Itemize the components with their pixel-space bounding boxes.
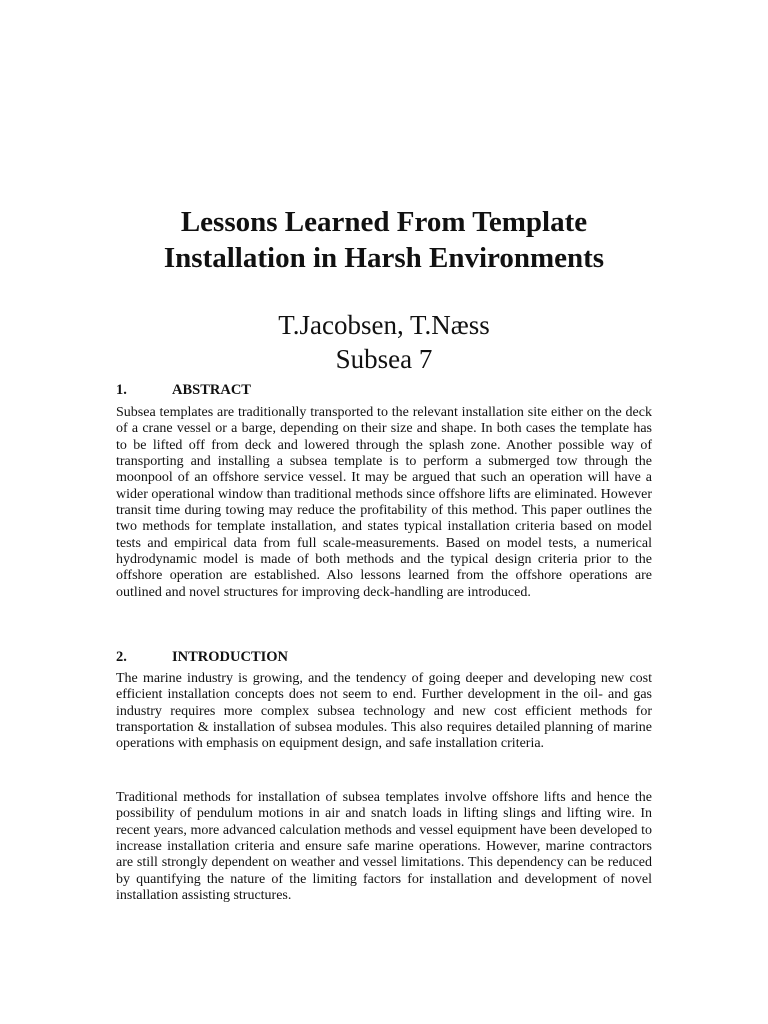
author-block [116,308,652,376]
abstract-paragraph: Subsea templates are traditionally transported to the relevant installation site either on the deck of a crane vessel or a barge, depending on their size and shape. In both cases the template has to be lifted off from deck and lowered through the splash zone. Another possible way of transporting and installing a subsea template is to perform a submerged tow through the moonpool of an offshore service vessel. It may be argued that such an operation will have a wider operational window than traditional methods since offshore lifts are eliminated. However transit time during towing may reduce the profitability of this method. This paper outlines the two methods for template installation, and states typical installation criteria based on model tests and empirical data from full scale-measurements. Based on model tests, a numerical hydrodynamic model is made of both methods and the typical design criteria prior to the offshore operation are established. Also lessons learned from the offshore operations are outlined and novel structures for improving deck-handling are introduced. [116,405,652,600]
title-line-2: Installation in Harsh Environments [163,242,605,274]
section-title: INTRODUCTION [172,649,289,665]
author-affiliation: Subsea 7 [335,344,433,374]
section-heading-abstract [116,381,652,399]
document-title [116,204,652,276]
author-names: T.Jacobsen, T.Næss [278,310,490,340]
section-title: ABSTRACT [172,382,251,398]
section-number: 2. [116,649,127,665]
introduction-paragraph-2: Traditional methods for installation of subsea templates involve offshore lifts and hence the possibility of pendulum motions in air and snatch loads in lifting slings and lifting wire. In recent years, more advanced calculation methods and vessel equipment have been developed to increase installation criteria and ensure safe marine operations. However, marine contractors are still strongly dependent on weather and vessel limitations. This dependency can be reduced by quantifying the nature of the limiting factors for installation and development of novel installation assisting structures. [116,790,652,904]
section-heading-introduction [116,648,652,666]
introduction-paragraph-1: The marine industry is growing, and the tendency of going deeper and developing new cost efficient installation concepts does not seem to end. Further development in the oil- and gas industry requires more complex subsea technology and new cost efficient methods for transportation & installation of subsea modules. This also requires detailed planning of marine operations with emphasis on equipment design, and safe installation criteria. [116,671,652,752]
title-line-1: Lessons Learned From Template [180,206,588,238]
section-number: 1. [116,382,127,398]
